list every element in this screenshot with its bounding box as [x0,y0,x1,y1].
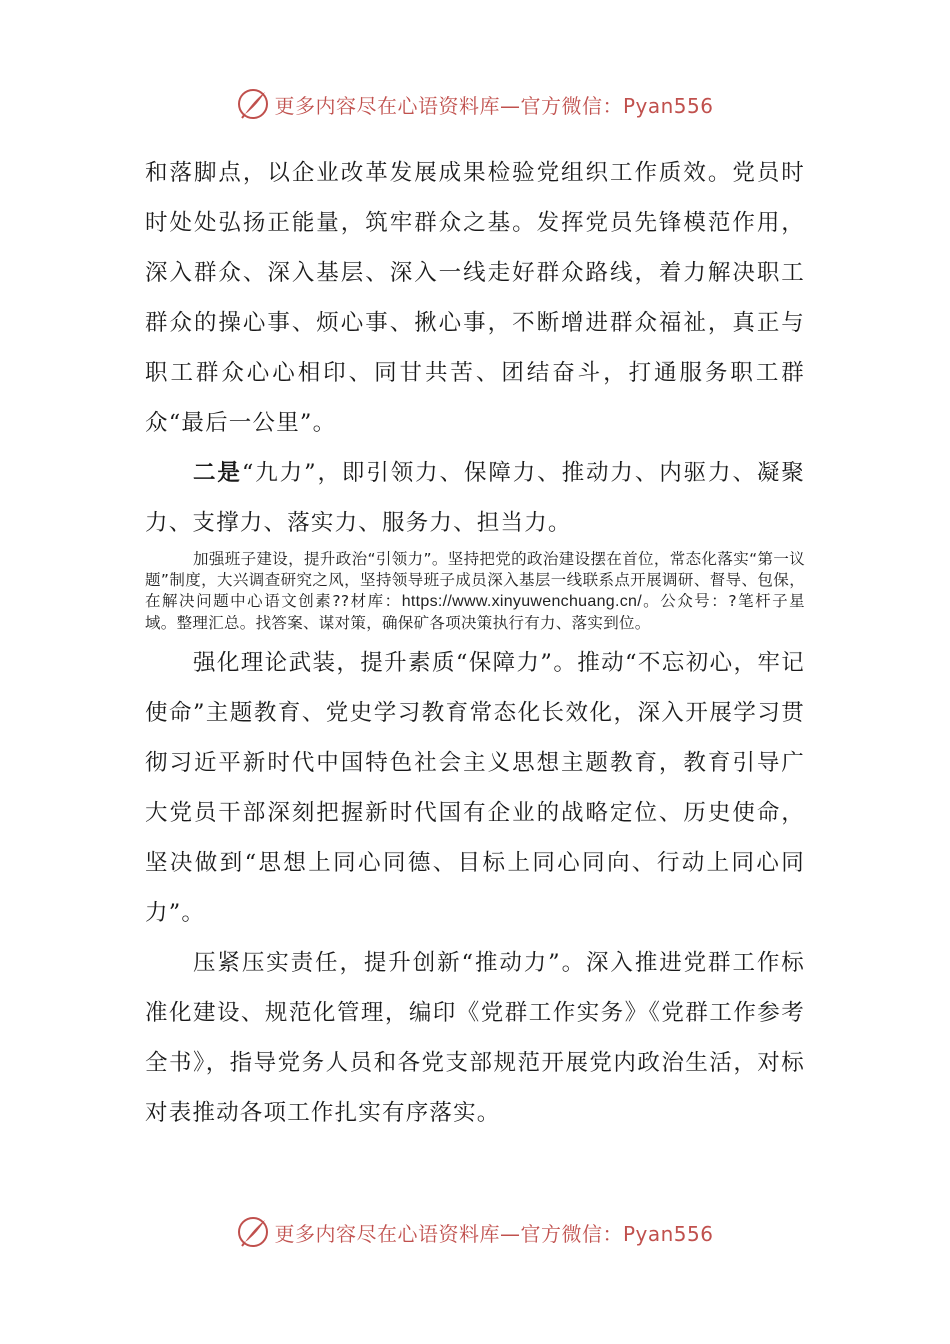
paragraph-1: 和落脚点，以企业改革发展成果检验党组织工作质效。党员时时处处弘扬正能量，筑牢群众之基。发挥党员先锋模范作用，深入群众、深入基层、深入一线走好群众路线，着力解决职工群众的操心事、烦心事、揪心事，不断增进群众福祉，真正与职工群众心心相印、同甘共苦、团结奋斗，打通服务职工群众“最后一公里”。 [145,160,805,436]
paragraph-2-lead: 二是 [193,460,242,486]
paragraph-3 [145,549,805,634]
quill-logo-icon [236,87,270,121]
paragraph-4: 强化理论武装，提升素质“保障力”。推动“不忘初心，牢记使命”主题教育、党史学习教育常态化长效化，深入开展学习贯彻习近平新时代中国特色社会主义思想主题教育，教育引导广大党员干部深刻把握新时代国有企业的战略定位、历史使命，坚决做到“思想上同心同德、目标上同心同向、行动上同心同力”。 [145,649,805,926]
document-body [145,148,805,1138]
source-url: https://www.xinyuwenchuang.cn/ [401,593,642,611]
paragraph-3-text-a: 加强班子建设，提升政治“引领力”。坚持把党的政治建设摆在首位，常态化落实“第一议题”制度，大兴调查研究之风，坚持领导班子成员深入基层一线联系点开展调研、督导、包保，在解决问题中心语文创素??材库： [145,550,805,611]
paragraph-5: 压紧压实责任，提升创新“推动力”。深入推进党群工作标准化建设、规范化管理，编印《党群工作实务》《党群工作参考全书》，指导党务人员和各党支部规范开展党内政治生活，对标对表推动各项工作扎实有序落实。 [145,949,805,1126]
quill-logo-icon [236,1215,270,1249]
header-banner [0,84,950,124]
paragraph-3-text-b: 。公众号：?笔杆子星域。整理汇总。找答案、谋对策，确保矿各项决策执行有力、落实到位。 [145,592,805,632]
footer-banner [0,1212,950,1252]
paragraph-2 [145,448,805,548]
paragraph-2-text: “九力”，即引领力、保障力、推动力、内驱力、凝聚力、支撑力、落实力、服务力、担当力。 [145,460,805,536]
header-text: 更多内容尽在心语资料库—官方微信：Pyan556 [274,93,714,118]
footer-text: 更多内容尽在心语资料库—官方微信：Pyan556 [274,1221,714,1246]
